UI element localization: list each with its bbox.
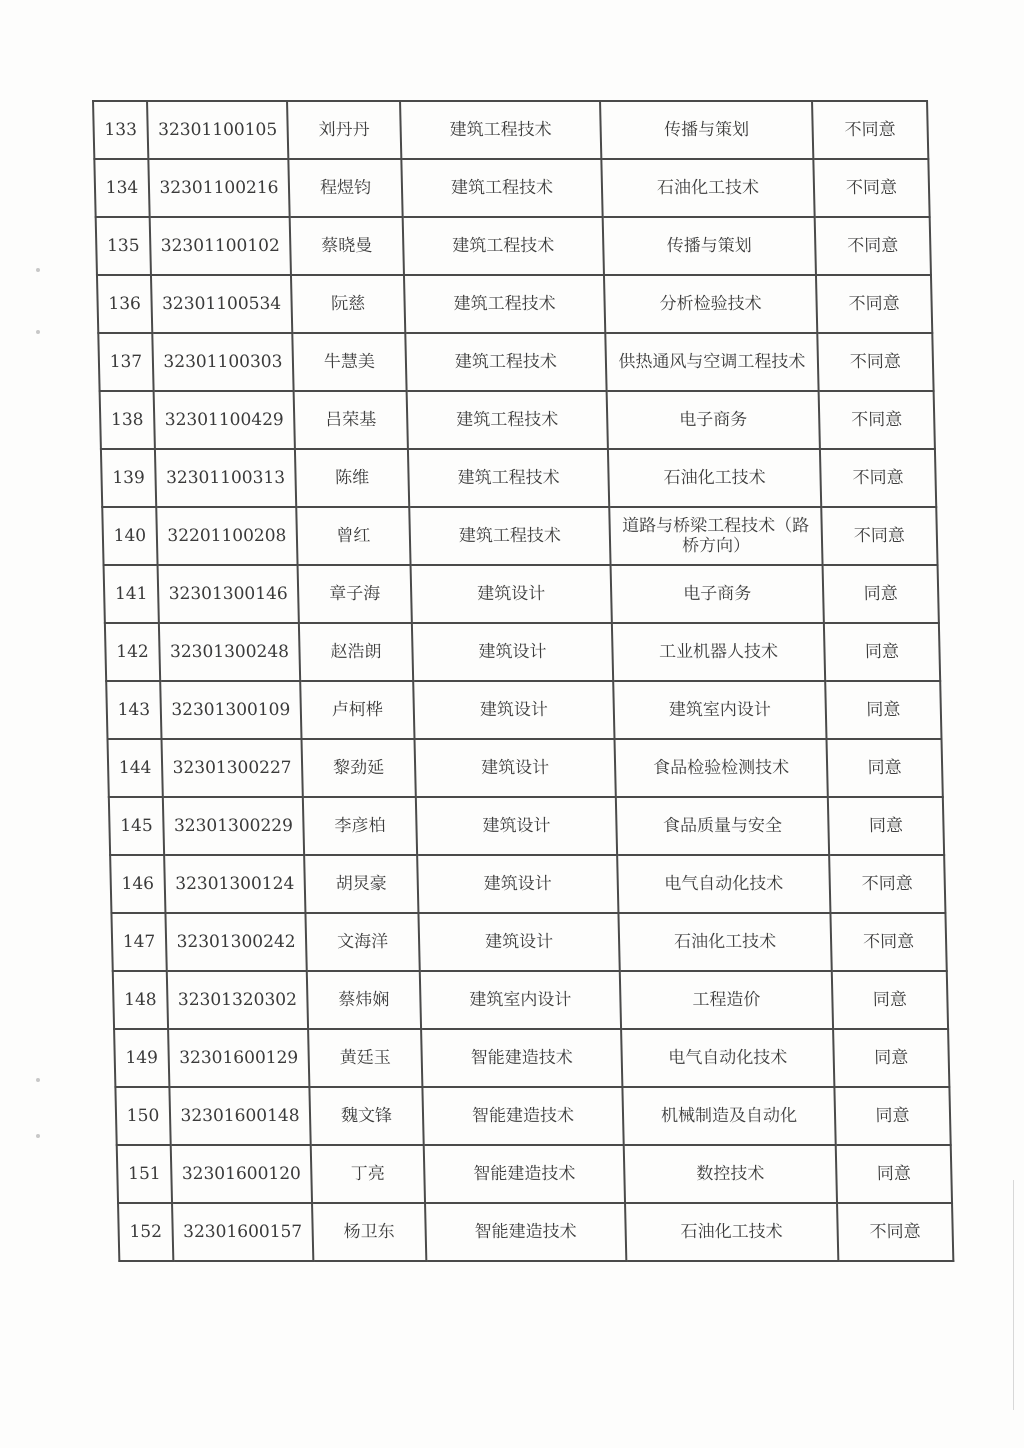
cell-no: 140 <box>102 507 157 565</box>
cell-to-major: 道路与桥梁工程技术（路桥方向） <box>609 507 822 565</box>
table-row <box>94 159 929 217</box>
transfer-results-table <box>92 100 954 1262</box>
cell-from-major: 建筑工程技术 <box>409 507 610 565</box>
cell-no: 134 <box>94 159 149 217</box>
table-row <box>105 623 940 681</box>
cell-result: 同意 <box>828 797 944 855</box>
cell-student-id: 32301100102 <box>150 217 291 275</box>
cell-student-id: 32301600157 <box>172 1203 313 1261</box>
cell-from-major: 智能建造技术 <box>424 1145 625 1203</box>
table-body <box>93 101 953 1261</box>
cell-no: 146 <box>110 855 165 913</box>
cell-name: 黎劲延 <box>302 739 416 797</box>
table-row <box>106 681 941 739</box>
cell-name: 杨卫东 <box>312 1203 426 1261</box>
cell-student-id: 32301100429 <box>154 391 295 449</box>
cell-to-major: 数控技术 <box>624 1145 837 1203</box>
cell-name: 吕荣基 <box>294 391 408 449</box>
cell-from-major: 建筑室内设计 <box>420 971 621 1029</box>
cell-name: 胡炅豪 <box>304 855 418 913</box>
cell-to-major: 食品检验检测技术 <box>615 739 828 797</box>
cell-name: 赵浩朗 <box>299 623 413 681</box>
cell-to-major: 机械制造及自动化 <box>622 1087 835 1145</box>
cell-name: 卢柯桦 <box>300 681 414 739</box>
cell-result: 不同意 <box>819 391 935 449</box>
table-row <box>102 507 937 565</box>
cell-no: 138 <box>100 391 155 449</box>
table-row <box>97 275 932 333</box>
cell-student-id: 32301100303 <box>152 333 293 391</box>
cell-to-major: 工程造价 <box>620 971 833 1029</box>
cell-result: 同意 <box>832 971 948 1029</box>
table-row <box>115 1087 950 1145</box>
cell-to-major: 石油化工技术 <box>618 913 831 971</box>
cell-from-major: 建筑工程技术 <box>403 217 604 275</box>
scan-speck <box>36 1134 40 1138</box>
table-row <box>109 797 944 855</box>
cell-no: 143 <box>106 681 161 739</box>
cell-no: 145 <box>109 797 164 855</box>
cell-from-major: 建筑工程技术 <box>400 101 601 159</box>
cell-from-major: 智能建造技术 <box>421 1029 622 1087</box>
cell-name: 章子海 <box>298 565 412 623</box>
scan-speck <box>36 330 40 334</box>
cell-result: 不同意 <box>820 449 936 507</box>
table-row <box>113 971 948 1029</box>
cell-to-major: 食品质量与安全 <box>616 797 829 855</box>
cell-no: 144 <box>108 739 163 797</box>
cell-from-major: 建筑设计 <box>413 681 614 739</box>
cell-name: 阮慈 <box>291 275 405 333</box>
table-row <box>117 1145 952 1203</box>
scan-edge <box>1013 1180 1014 1410</box>
table-row <box>111 913 946 971</box>
cell-to-major: 电气自动化技术 <box>621 1029 834 1087</box>
cell-from-major: 智能建造技术 <box>422 1087 623 1145</box>
cell-result: 同意 <box>833 1029 949 1087</box>
cell-from-major: 建筑工程技术 <box>407 391 608 449</box>
table-row <box>100 391 935 449</box>
cell-student-id: 32301300248 <box>159 623 300 681</box>
cell-to-major: 工业机器人技术 <box>612 623 825 681</box>
cell-from-major: 建筑设计 <box>418 913 619 971</box>
cell-name: 曾红 <box>296 507 410 565</box>
cell-name: 蔡晓曼 <box>290 217 404 275</box>
cell-result: 不同意 <box>813 159 929 217</box>
cell-from-major: 建筑工程技术 <box>408 449 609 507</box>
scan-speck <box>36 1078 40 1082</box>
cell-from-major: 智能建造技术 <box>425 1203 626 1261</box>
cell-student-id: 32301100105 <box>147 101 288 159</box>
cell-from-major: 建筑设计 <box>412 623 613 681</box>
cell-no: 139 <box>101 449 156 507</box>
cell-to-major: 传播与策划 <box>600 101 813 159</box>
table-row <box>118 1203 953 1261</box>
cell-no: 133 <box>93 101 148 159</box>
cell-no: 148 <box>113 971 168 1029</box>
cell-from-major: 建筑工程技术 <box>405 333 606 391</box>
table-row <box>93 101 928 159</box>
cell-from-major: 建筑设计 <box>417 855 618 913</box>
cell-to-major: 电子商务 <box>607 391 820 449</box>
cell-result: 同意 <box>824 623 940 681</box>
cell-result: 不同意 <box>837 1203 953 1261</box>
table-row <box>101 449 936 507</box>
cell-name: 蔡炜娴 <box>307 971 421 1029</box>
cell-name: 陈维 <box>295 449 409 507</box>
table-row <box>110 855 945 913</box>
cell-name: 丁亮 <box>311 1145 425 1203</box>
cell-to-major: 建筑室内设计 <box>613 681 826 739</box>
cell-result: 同意 <box>834 1087 950 1145</box>
cell-to-major: 电气自动化技术 <box>617 855 830 913</box>
cell-to-major: 分析检验技术 <box>604 275 817 333</box>
cell-student-id: 32301600129 <box>168 1029 309 1087</box>
cell-student-id: 32301100216 <box>148 159 289 217</box>
cell-name: 刘丹丹 <box>287 101 401 159</box>
cell-no: 135 <box>96 217 151 275</box>
cell-from-major: 建筑工程技术 <box>401 159 602 217</box>
cell-no: 151 <box>117 1145 172 1203</box>
cell-no: 147 <box>111 913 166 971</box>
cell-result: 不同意 <box>829 855 945 913</box>
cell-no: 149 <box>114 1029 169 1087</box>
cell-student-id: 32301600148 <box>169 1087 310 1145</box>
table-row <box>98 333 933 391</box>
cell-result: 不同意 <box>815 217 931 275</box>
cell-result: 不同意 <box>812 101 928 159</box>
scan-speck <box>36 268 40 272</box>
table-row <box>108 739 943 797</box>
cell-name: 魏文锋 <box>309 1087 423 1145</box>
cell-to-major: 石油化工技术 <box>608 449 821 507</box>
cell-no: 152 <box>118 1203 173 1261</box>
table-row <box>114 1029 949 1087</box>
cell-to-major: 石油化工技术 <box>601 159 814 217</box>
cell-name: 程煜钧 <box>288 159 402 217</box>
cell-no: 136 <box>97 275 152 333</box>
cell-from-major: 建筑工程技术 <box>404 275 605 333</box>
cell-name: 牛慧美 <box>292 333 406 391</box>
cell-result: 不同意 <box>817 333 933 391</box>
cell-student-id: 32301300227 <box>162 739 303 797</box>
cell-name: 文海洋 <box>305 913 419 971</box>
cell-from-major: 建筑设计 <box>411 565 612 623</box>
cell-result: 不同意 <box>816 275 932 333</box>
cell-no: 150 <box>115 1087 170 1145</box>
cell-student-id: 32301600120 <box>171 1145 312 1203</box>
cell-no: 141 <box>104 565 159 623</box>
cell-student-id: 32301300109 <box>160 681 301 739</box>
cell-student-id: 32301320302 <box>167 971 308 1029</box>
cell-student-id: 32301100313 <box>155 449 296 507</box>
cell-to-major: 供热通风与空调工程技术 <box>605 333 818 391</box>
cell-name: 黄廷玉 <box>308 1029 422 1087</box>
cell-student-id: 32301300242 <box>165 913 306 971</box>
cell-student-id: 32301100534 <box>151 275 292 333</box>
cell-to-major: 石油化工技术 <box>625 1203 838 1261</box>
table-row <box>104 565 939 623</box>
cell-student-id: 32301300124 <box>164 855 305 913</box>
cell-name: 李彦柏 <box>303 797 417 855</box>
cell-no: 137 <box>98 333 153 391</box>
cell-to-major: 传播与策划 <box>603 217 816 275</box>
cell-student-id: 32301300229 <box>163 797 304 855</box>
cell-no: 142 <box>105 623 160 681</box>
cell-student-id: 32301300146 <box>158 565 299 623</box>
cell-result: 不同意 <box>821 507 937 565</box>
cell-result: 同意 <box>823 565 939 623</box>
cell-to-major: 电子商务 <box>611 565 824 623</box>
cell-result: 同意 <box>827 739 943 797</box>
cell-result: 不同意 <box>830 913 946 971</box>
cell-from-major: 建筑设计 <box>415 739 616 797</box>
cell-result: 同意 <box>836 1145 952 1203</box>
cell-result: 同意 <box>825 681 941 739</box>
cell-from-major: 建筑设计 <box>416 797 617 855</box>
table-row <box>96 217 931 275</box>
cell-student-id: 32201100208 <box>156 507 297 565</box>
